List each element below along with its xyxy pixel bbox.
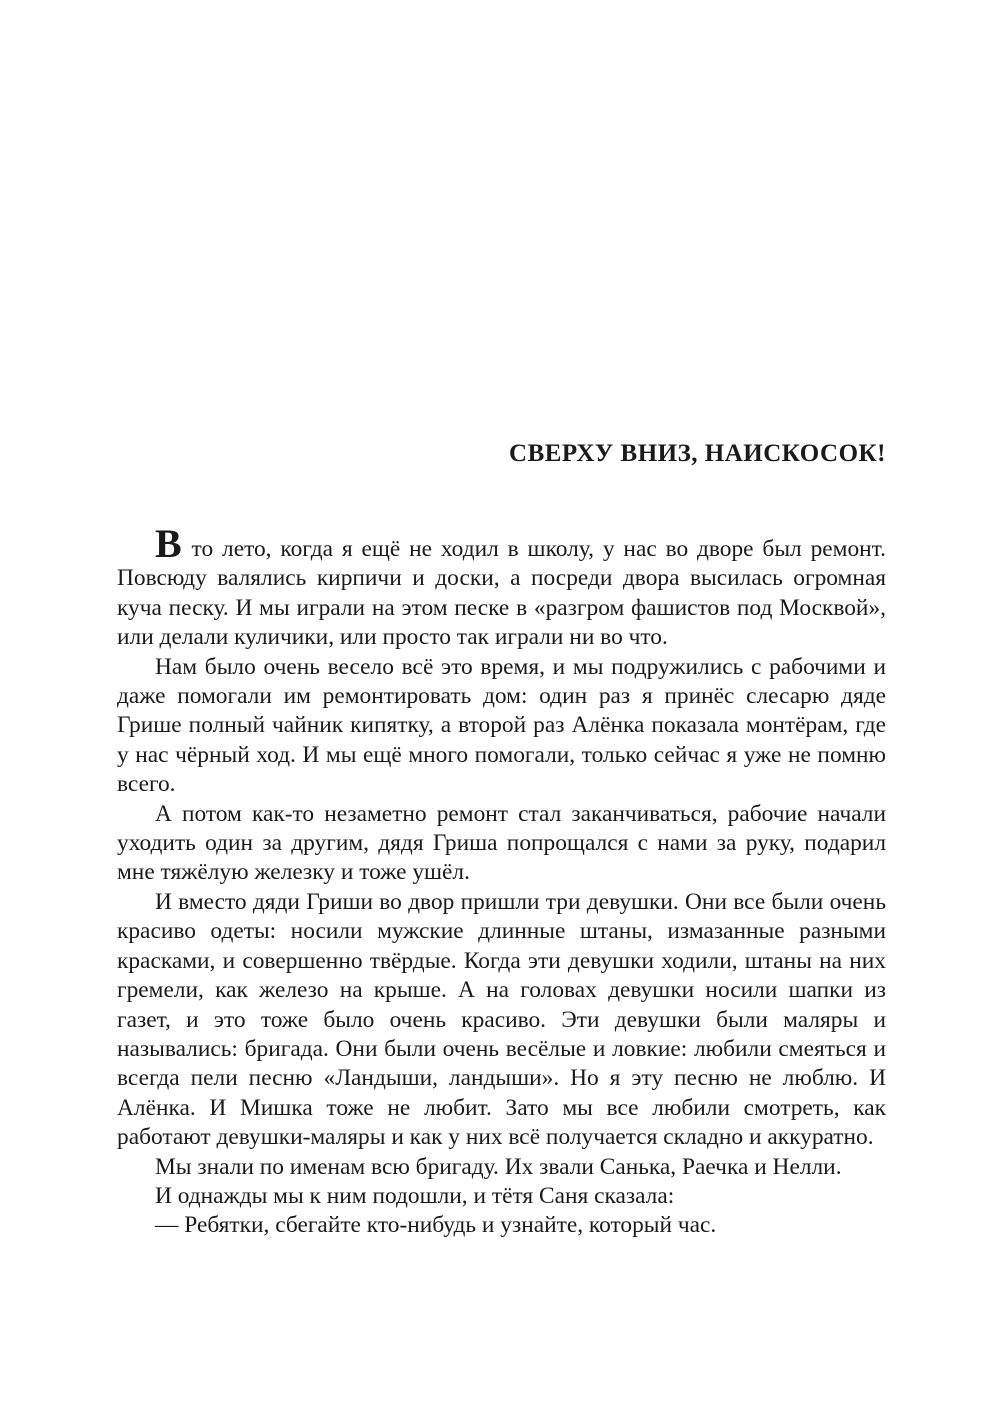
paragraph-6: И однажды мы к ним подошли, и тётя Саня сказала: xyxy=(155,1182,675,1209)
paragraph-4: И вместо дяди Гриши во двор пришли три девушки. Они все были очень красиво одеты: носили мужские длинные штаны, измазанные разными красками, и совершенно твёрдые. Когда эти девушки ходили, штаны на них гремели, как железо на крыше. А на головах девушки носили шапки из газет, и это тоже было очень красиво. Эти девушки были маляры и назывались: бригада. Они были очень весёлые и ловкие: любили смеяться и всегда пели песню «Ландыши, ландыши». Но я эту песню не люблю. И Алёнка. И Мишка тоже не любит. Зато мы все любили смотреть, как работают девушки-маляры и как у них всё получается складно и аккуратно. xyxy=(117,888,886,1151)
paragraph-1 xyxy=(117,521,886,653)
chapter-title: СВЕРХУ ВНИЗ, НАИСКОСОК! xyxy=(509,440,886,467)
paragraph-1-text: то лето, когда я ещё не ходил в школу, у нас во дворе был ремонт. Повсюду валялись кирпичи и доски, а посреди двора высилась огромная куча песку. И мы играли на этом песке в «разгром фашистов под Москвой», или делали куличики, или просто так играли ни во что. xyxy=(117,536,886,651)
paragraph-5: Мы знали по именам всю бригаду. Их звали Санька, Раечка и Нелли. xyxy=(155,1153,842,1180)
paragraph-3: А потом как-то незаметно ремонт стал заканчиваться, рабочие начали уходить один за другим, дядя Гриша попрощался с нами за руку, подарил мне тяжёлую железку и тоже ушёл. xyxy=(117,800,886,886)
paragraph-2: Нам было очень весело всё это время, и мы подружились с рабочими и даже помогали им ремонтировать дом: один раз я принёс слесарю дяде Грише полный чайник кипятку, а второй раз Алёнка показала монтёрам, где у нас чёрный ход. И мы ещё много помогали, только сейчас я уже не помню всего. xyxy=(117,653,886,798)
paragraph-7: — Ребятки, сбегайте кто-нибудь и узнайте, который час. xyxy=(155,1212,717,1239)
drop-cap: В xyxy=(155,521,183,566)
chapter-text xyxy=(117,521,886,1241)
